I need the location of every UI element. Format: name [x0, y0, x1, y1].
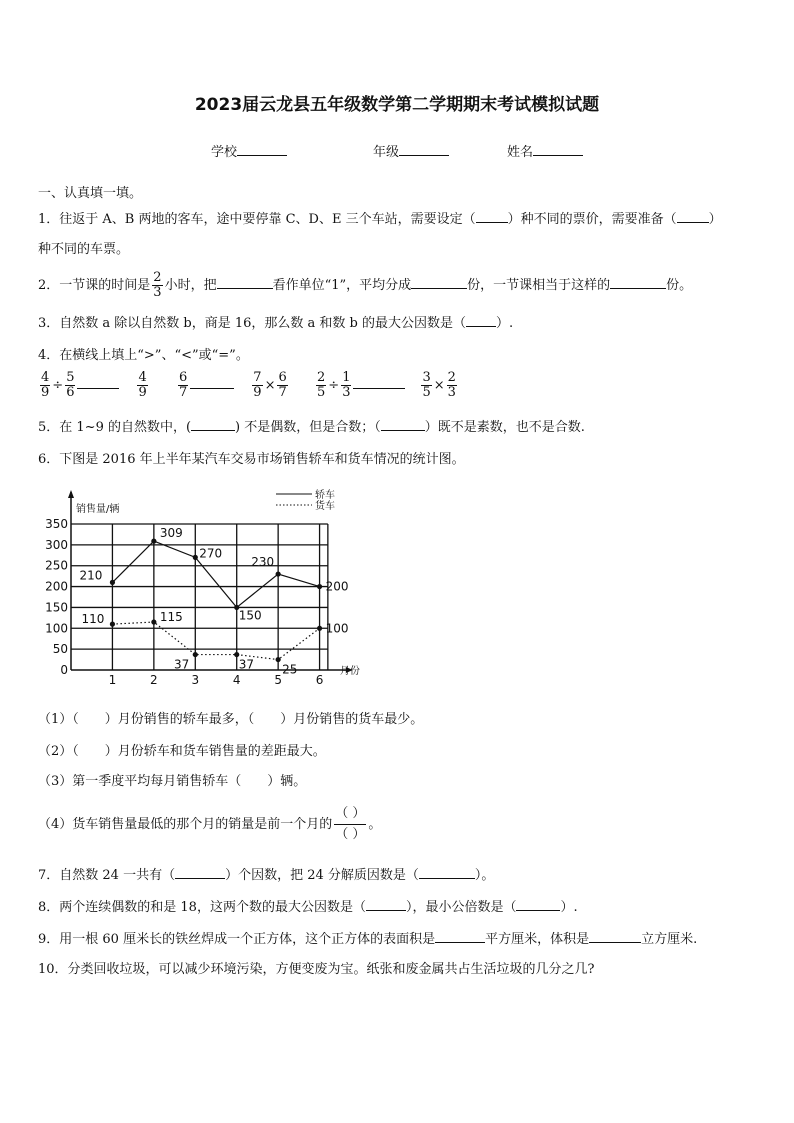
x-tick-label: 6: [315, 673, 324, 687]
q2-fraction: $\frac{2}{3}$: [153, 270, 162, 300]
q2-blank-1[interactable]: [217, 276, 273, 289]
grade-blank[interactable]: [399, 143, 449, 156]
question-3: 3．自然数 a 除以自然数 b，商是 16，那么数 a 和数 b 的最大公因数是（ ）.: [38, 316, 514, 331]
y-tick-label: 150: [45, 600, 68, 615]
q4-item-3: $\frac{2}{5}$ ÷ $\frac{1}{3}$ $\frac{3}{5}$ × $\frac{2}{3}$: [317, 370, 456, 400]
y-tick-label: 50: [52, 642, 68, 657]
y-axis-arrow: [68, 490, 74, 498]
data-label: 110: [81, 612, 105, 627]
data-point: [110, 622, 115, 627]
q4-item-2: $\frac{6}{7}$ $\frac{7}{9}$ × $\frac{6}{7}$: [179, 370, 287, 400]
question-7: 7．自然数 24 一共有（ ）个因数，把 24 分解质因数是（ ）。: [38, 868, 495, 883]
name-blank[interactable]: [533, 143, 583, 156]
q2-blank-2[interactable]: [411, 276, 467, 289]
data-point: [276, 571, 281, 576]
data-point: [151, 619, 156, 624]
question-6-3: （3）第一季度平均每月销售轿车（ ）辆。: [38, 774, 307, 789]
y-tick-label: 100: [45, 621, 68, 636]
name-field: 姓名: [507, 141, 583, 160]
data-point: [193, 652, 198, 657]
question-1: 1．往返于 A、B 两地的客车，途中要停靠 C、D、E 三个车站，需要设定（ ）种不同的票价，需要准备（ ）: [38, 212, 722, 227]
q9-blank-1[interactable]: [435, 930, 485, 943]
data-label: 309: [159, 526, 183, 541]
data-label: 37: [174, 657, 190, 672]
x-tick-label: 3: [191, 673, 200, 687]
data-point: [193, 555, 198, 560]
y-tick-label: 0: [60, 663, 68, 677]
q1-blank-1[interactable]: [476, 210, 508, 223]
school-field: 学校: [211, 141, 287, 160]
y-tick-label: 350: [45, 517, 68, 531]
y-tick-label: 250: [45, 558, 68, 573]
question-6-4: （4）货车销售量最低的那个月的销量是前一个月的 $\frac{( )}{( )}$ 。: [38, 802, 381, 848]
q4-blank-3[interactable]: [353, 376, 405, 389]
data-label: 150: [238, 608, 262, 623]
q7-blank-2[interactable]: [419, 866, 475, 879]
q4-blank-1[interactable]: [77, 376, 119, 389]
question-6: 6．下图是 2016 年上半年某汽车交易市场销售轿车和货车情况的统计图。: [38, 452, 465, 467]
data-label: 115: [159, 610, 183, 625]
school-blank[interactable]: [237, 143, 287, 156]
x-tick-label: 4: [232, 673, 241, 687]
chart-legend: [276, 489, 335, 512]
data-label: 270: [199, 546, 223, 561]
data-point: [151, 539, 156, 544]
data-point: [317, 584, 322, 589]
q8-blank-1[interactable]: [366, 898, 406, 911]
q1-blank-2[interactable]: [677, 210, 709, 223]
q7-blank-1[interactable]: [175, 866, 225, 879]
question-6-2: （2）（ ）月份轿车和货车销售量的差距最大。: [38, 744, 326, 759]
x-axis-label: 月份: [339, 666, 360, 677]
sales-line-chart: [36, 484, 376, 689]
data-point: [317, 626, 322, 631]
data-label: 230: [251, 555, 275, 570]
x-tick-label: 1: [108, 673, 117, 687]
data-point: [110, 580, 115, 585]
chart-labels: [45, 502, 360, 687]
data-label: 210: [79, 568, 103, 583]
data-point: [276, 657, 281, 662]
question-8: 8．两个连续偶数的和是 18，这两个数的最大公因数是（ ），最小公倍数是（ ）.: [38, 900, 578, 915]
x-tick-label: 2: [150, 673, 158, 687]
q5-blank-2[interactable]: [381, 418, 425, 431]
question-10: 10．分类回收垃圾，可以减少环境污染，方便变废为宝。纸张和废金属共占生活垃圾的几分之几?: [38, 962, 595, 977]
y-axis-label: 销售量/辆: [76, 504, 120, 515]
data-point: [234, 652, 239, 657]
question-4: 4．在横线上填上“>”、“<”或“=”。: [38, 348, 249, 363]
q4-blank-2[interactable]: [190, 376, 234, 389]
q5-blank-1[interactable]: [191, 418, 235, 431]
q8-blank-2[interactable]: [516, 898, 560, 911]
question-5: 5．在 1~9 的自然数中，( ) 不是偶数，但是合数；（ ）既不是素数，也不是合数.: [38, 420, 585, 435]
legend-label: 轿车: [315, 490, 335, 501]
q9-blank-2[interactable]: [589, 930, 641, 943]
legend-label: 货车: [315, 501, 335, 512]
data-label: 37: [238, 657, 254, 672]
grade-field: 年级: [373, 141, 449, 160]
q3-blank[interactable]: [466, 314, 496, 327]
question-6-1: （1）（ ）月份销售的轿车最多，（ ）月份销售的货车最少。: [38, 712, 424, 727]
data-label: 200: [325, 579, 349, 594]
question-2: 2．一节课的时间是 $\frac{2}{3}$ 小时，把 看作单位“1”，平均分成 份，一节课相当于这样的 份。: [38, 270, 693, 300]
question-1-line2: 种不同的车票。: [38, 242, 130, 257]
page-title: 2023届云龙县五年级数学第二学期期末考试模拟试题: [194, 95, 600, 115]
y-tick-label: 300: [45, 537, 68, 552]
data-label: 25: [282, 662, 298, 677]
y-tick-label: 200: [45, 579, 68, 594]
q4-item-1: $\frac{4}{9}$ ÷ $\frac{5}{6}$ $\frac{4}{9}$: [41, 370, 147, 400]
question-9: 9．用一根 60 厘米长的铁丝焊成一个正方体，这个正方体的表面积是 平方厘米，体积是 立方厘米.: [38, 932, 698, 947]
section-heading: 一、认真填一填。: [38, 186, 143, 201]
q2-blank-3[interactable]: [610, 276, 666, 289]
q6-4-fraction[interactable]: $\frac{( )}{( )}$: [335, 806, 366, 842]
data-label: 100: [325, 621, 349, 636]
x-tick-label: 5: [274, 673, 282, 687]
